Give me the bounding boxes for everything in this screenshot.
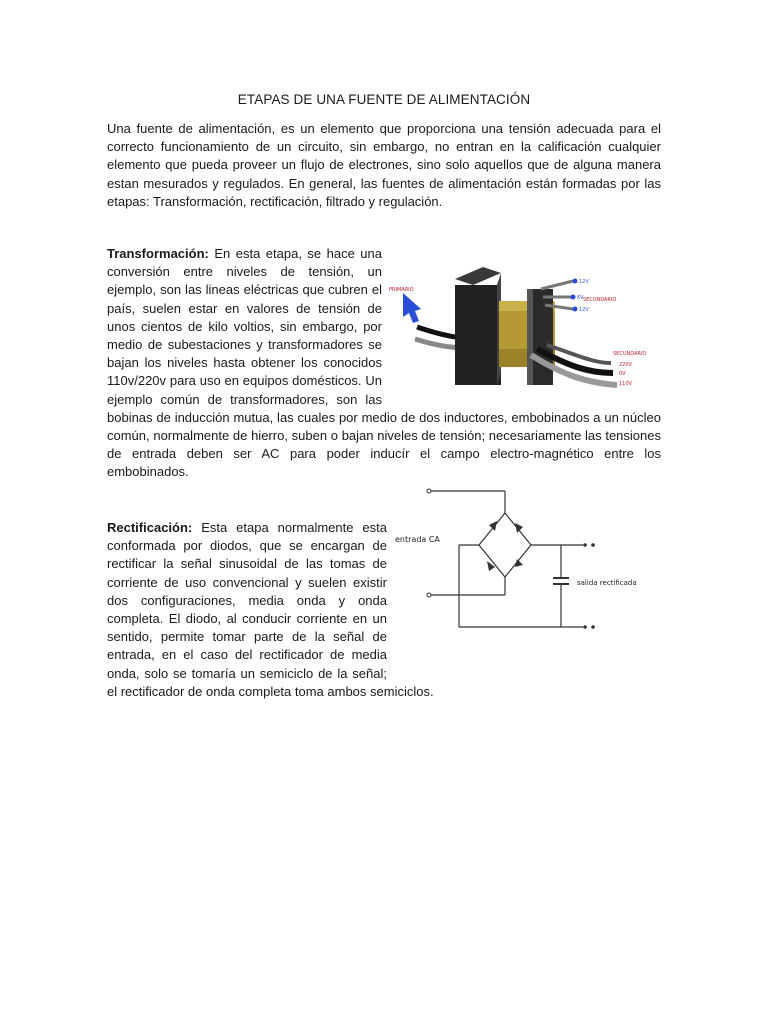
transformer-figure bbox=[387, 245, 661, 405]
label-out-0: 0V bbox=[619, 371, 626, 377]
heading-rectificacion: Rectificación: bbox=[107, 520, 193, 535]
label-salida-rectificada: salida rectificada bbox=[577, 579, 637, 587]
label-tap-12v: 12V bbox=[579, 279, 589, 285]
page-title: ETAPAS DE UNA FUENTE DE ALIMENTACIÓN bbox=[237, 92, 531, 107]
label-primario: PRIMARIO bbox=[389, 287, 414, 293]
transformer-illustration bbox=[387, 245, 661, 405]
label-secundario: SECUNDARIO bbox=[583, 297, 617, 303]
heading-transformacion: Transformación: bbox=[107, 246, 209, 261]
section-rectificacion bbox=[107, 519, 661, 701]
body-transformacion: En esta etapa, se hace una conversión entre niveles de tensión, un ejemplo, son las lineas eléctricas que cubren el país, suelen estar en valores de tensión de unos cientos de kilo voltios, sin embargo, por medio de subestaciones y transformadores se bajan los niveles hasta obtener los conocidos 110v/220v para uso en equipos domésticos. Un ejemplo común de transformadores, son las bobinas de inducción mutua, las cuales por medio de dos inductores, embobinados a un núcleo común, normalmente de hierro, suben o bajan niveles de tensión; necesariamente las tensiones de entrada deben ser AC para poder inducír el campo electro-magnético entre los embobinados. bbox=[107, 246, 661, 480]
label-tap-6v: 6V bbox=[577, 295, 584, 301]
intro-paragraph: Una fuente de alimentación, es un elemento que proporciona una tensión adecuada para el correcto funcionamiento de un circuito, sin embargo, no entran en la calificación cualquier elemento que pueda proveer un flujo de electrones, sino solo aquellos que de alguna manera estan mesurados y regulados. En general, las fuentes de alimentación están formadas por las etapas: Transformación, rectificación, filtrado y regulación. bbox=[107, 121, 661, 209]
bridge-rectifier-schematic bbox=[393, 481, 663, 669]
label-secundario-2: SECUNDARIO bbox=[613, 351, 647, 357]
label-out-110: 110V bbox=[619, 381, 632, 387]
label-entrada-ca: entrada CA bbox=[395, 535, 440, 544]
label-tap-12v-b: 12V bbox=[579, 307, 589, 313]
section-transformacion bbox=[107, 245, 661, 482]
label-out-220: 220V bbox=[619, 362, 632, 368]
rectifier-figure bbox=[393, 481, 663, 669]
body-rectificacion: Esta etapa normalmente esta conformada por diodos, que se encargan de rectificar la señal sinusoidal de las tomas de corriente de uso convencional y suelen existir dos configuraciones, media onda y onda completa. El diodo, al conducir corriente en un sentido, permite tomar parte de la señal de entrada, en el caso del rectificador de media onda, solo se tomaría un semiciclo de la señal; el rectificador de onda completa toma ambos semiciclos. bbox=[107, 520, 434, 699]
